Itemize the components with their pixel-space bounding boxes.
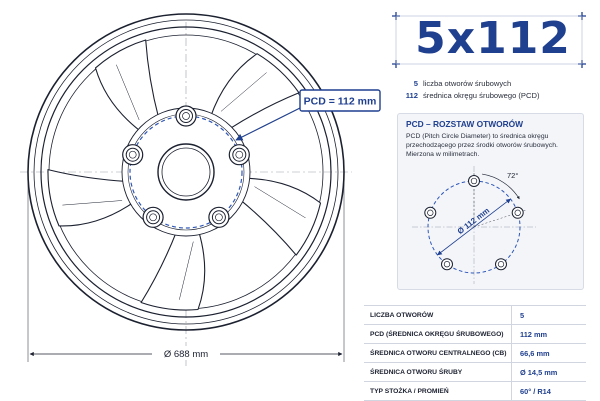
bolt-hole (176, 106, 196, 126)
spec-value: 66,6 mm (512, 344, 587, 363)
legend-text: średnica okręgu śrubowego (PCD) (423, 91, 540, 100)
spec-label: LICZBA OTWORÓW (364, 306, 512, 325)
pcd-description-line: Mierzona w milimetrach. (406, 151, 480, 159)
mini-bolt-hole (425, 207, 436, 218)
pcd-callout-text: PCD = 112 mm (303, 95, 377, 108)
table-row (364, 325, 586, 344)
bolt-pattern-legend (398, 78, 588, 102)
spec-value: Ø 14,5 mm (512, 363, 587, 382)
mini-bolt-hole (442, 259, 453, 270)
spoke (210, 54, 299, 130)
spec-label: PCD (ŚREDNICA OKRĘGU ŚRUBOWEGO) (364, 325, 512, 344)
legend-key: 5 (413, 79, 418, 88)
angle-label: 72° (507, 171, 519, 180)
spec-table (364, 305, 586, 401)
center-bore (158, 144, 214, 200)
legend-key: 112 (405, 91, 418, 100)
diameter-label: Ø 688 mm (163, 349, 209, 360)
spec-value: 60° / R14 (512, 382, 587, 401)
pcd-mini-diagram (398, 164, 583, 289)
mini-bolt-hole (496, 259, 507, 270)
mini-bolt-hole (512, 207, 523, 218)
spec-label: ŚREDNICA OTWORU CENTRALNEGO (CB) (364, 344, 512, 363)
legend-item (398, 90, 588, 102)
table-row (364, 382, 586, 401)
spec-value: 112 mm (512, 325, 587, 344)
bolt-hole (123, 145, 143, 165)
spec-label: TYP STOŻKA / PROMIEŃ (364, 382, 512, 401)
table-row (364, 306, 586, 325)
pcd-description-line: przechodzącego przez środki otworów śrubowych. (406, 142, 558, 150)
bolt-pattern-header (398, 8, 588, 108)
spoke (240, 178, 321, 255)
pcd-panel-title: PCD – ROZSTAW OTWORÓW (406, 119, 524, 129)
mini-diameter-label: Ø 112 mm (455, 205, 492, 237)
spoke (141, 231, 205, 310)
legend-text: liczba otworów śrubowych (423, 79, 512, 88)
bolt-hole (209, 207, 229, 227)
table-row (364, 344, 586, 363)
bolt-hole (229, 145, 249, 165)
spoke (48, 170, 134, 226)
bolt-pattern-title: 5x112 (415, 13, 571, 64)
legend-item (398, 78, 588, 90)
spec-value: 5 (512, 306, 587, 325)
spec-label: ŚREDNICA OTWORU ŚRUBY (364, 363, 512, 382)
spoke (96, 40, 159, 132)
pcd-description-line: PCD (Pitch Circle Diameter) to średnica okręgu (406, 133, 549, 140)
pcd-panel-description (406, 132, 580, 160)
bolt-hole (143, 207, 163, 227)
pcd-explanation-panel (397, 113, 584, 290)
mini-bolt-hole (469, 176, 480, 187)
table-row (364, 363, 586, 382)
